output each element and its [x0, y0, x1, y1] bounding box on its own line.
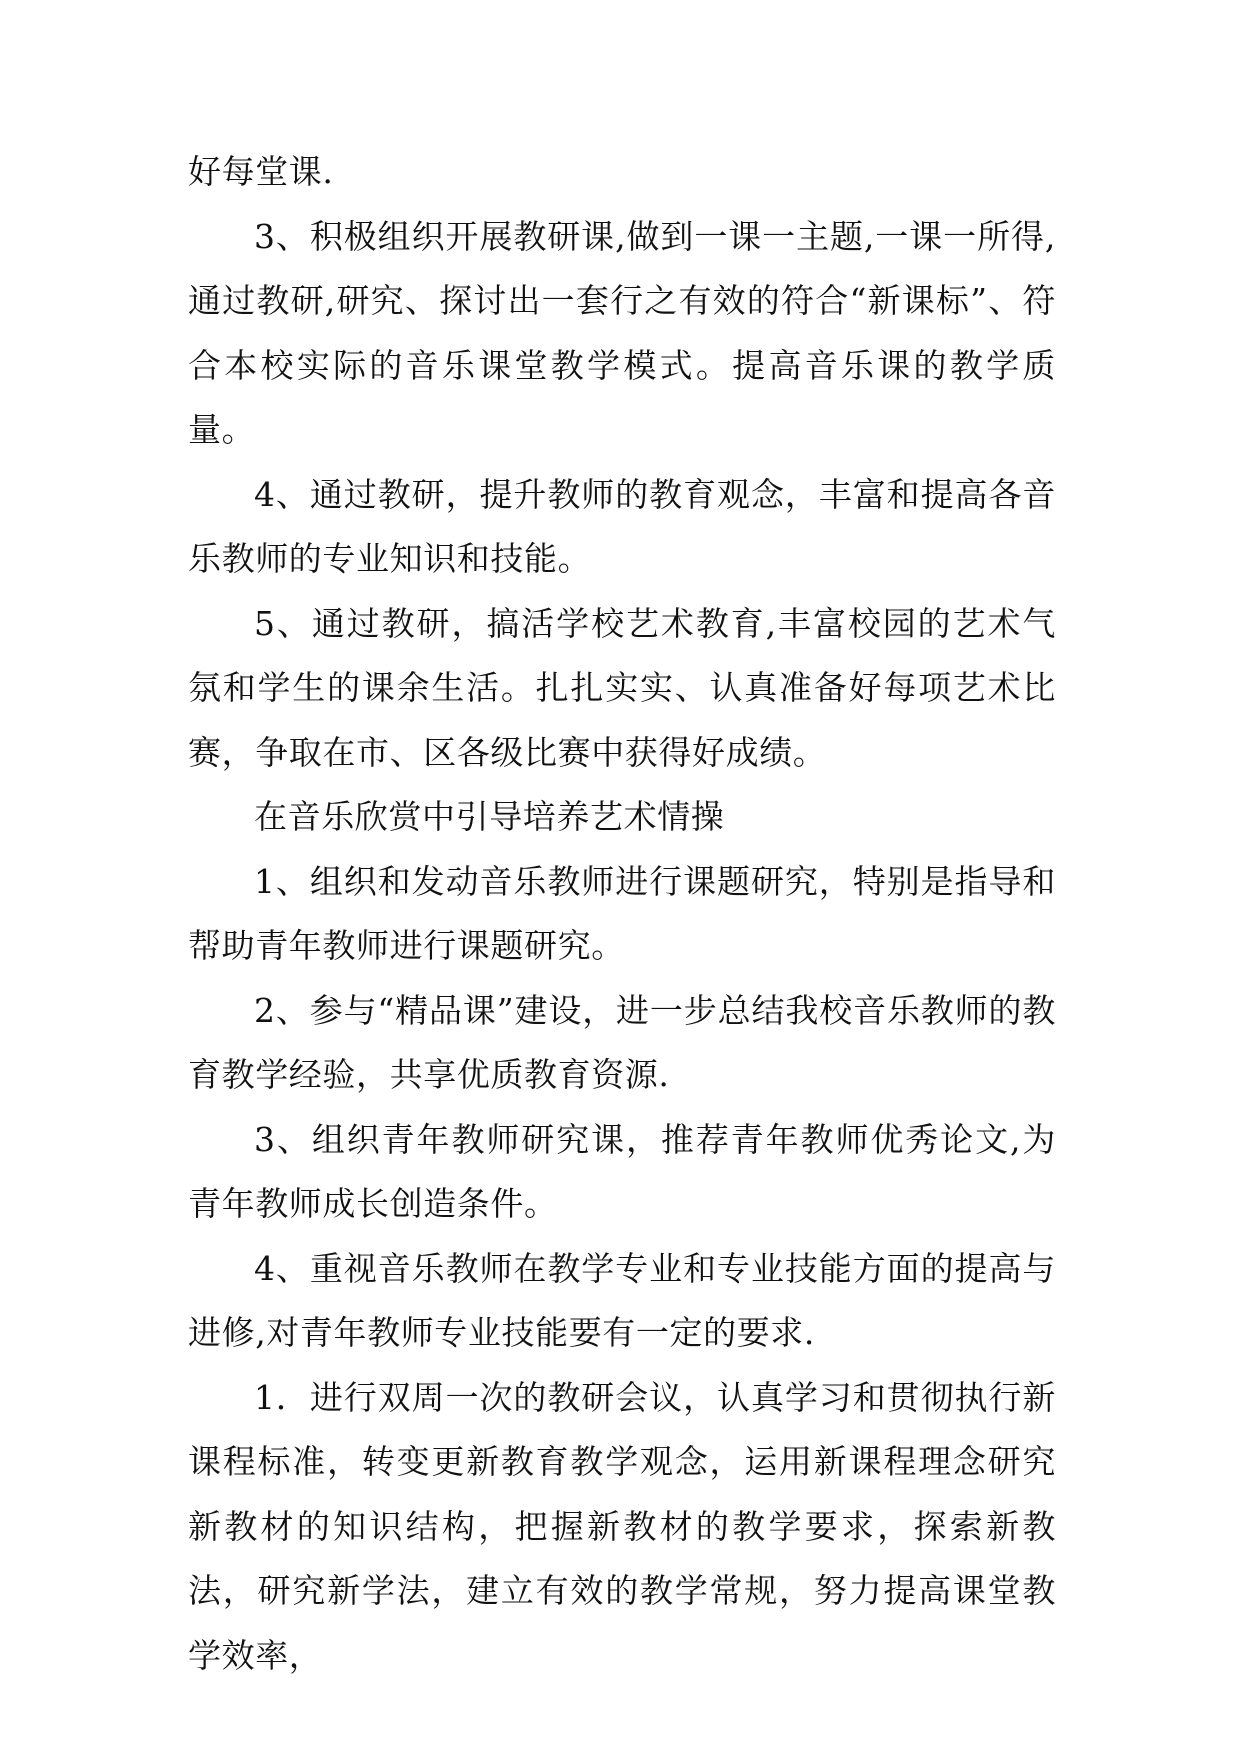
document-body	[188, 140, 1056, 1688]
paragraph-item-2-quality-courses: 2、参与“精品课”建设，进一步总结我校音乐教师的教育教学经验，共享优质教育资源.	[188, 990, 1056, 1094]
paragraph-item-3-young-teachers: 3、组织青年教师研究课，推荐青年教师优秀论文,为青年教师成长创造条件。	[188, 1119, 1056, 1223]
paragraph-item-1-research-meetings: 1．进行双周一次的教研会议，认真学习和贯彻执行新课程标准，转变更新教育教学观念，运用新课程理念研究新教材的知识结构，把握新教材的教学要求，探索新教法，研究新学法，建立有效的教学常规，努力提高课堂教学效率，	[188, 1377, 1056, 1675]
paragraph-item-5-art-education: 5、通过教研，搞活学校艺术教育,丰富校园的艺术气氛和学生的课余生活。扎扎实实、认真准备好每项艺术比赛，争取在市、区各级比赛中获得好成绩。	[188, 603, 1056, 772]
paragraph-item-4-professional-skills: 4、重视音乐教师在教学专业和专业技能方面的提高与进修,对青年教师专业技能要有一定的要求.	[188, 1248, 1056, 1352]
paragraph-item-3-teaching-research: 3、积极组织开展教研课,做到一课一主题,一课一所得,通过教研,研究、探讨出一套行之有效的符合“新课标”、符合本校实际的音乐课堂教学模式。提高音乐课的教学质量。	[188, 216, 1056, 449]
paragraph-item-4-teacher-concepts: 4、通过教研，提升教师的教育观念，丰富和提高各音乐教师的专业知识和技能。	[188, 474, 1056, 578]
paragraph-item-1-research-topics: 1、组织和发动音乐教师进行课题研究，特别是指导和帮助青年教师进行课题研究。	[188, 861, 1056, 965]
paragraph-continuation: 好每堂课.	[188, 152, 334, 191]
section-heading: 在音乐欣赏中引导培养艺术情操	[254, 797, 725, 836]
